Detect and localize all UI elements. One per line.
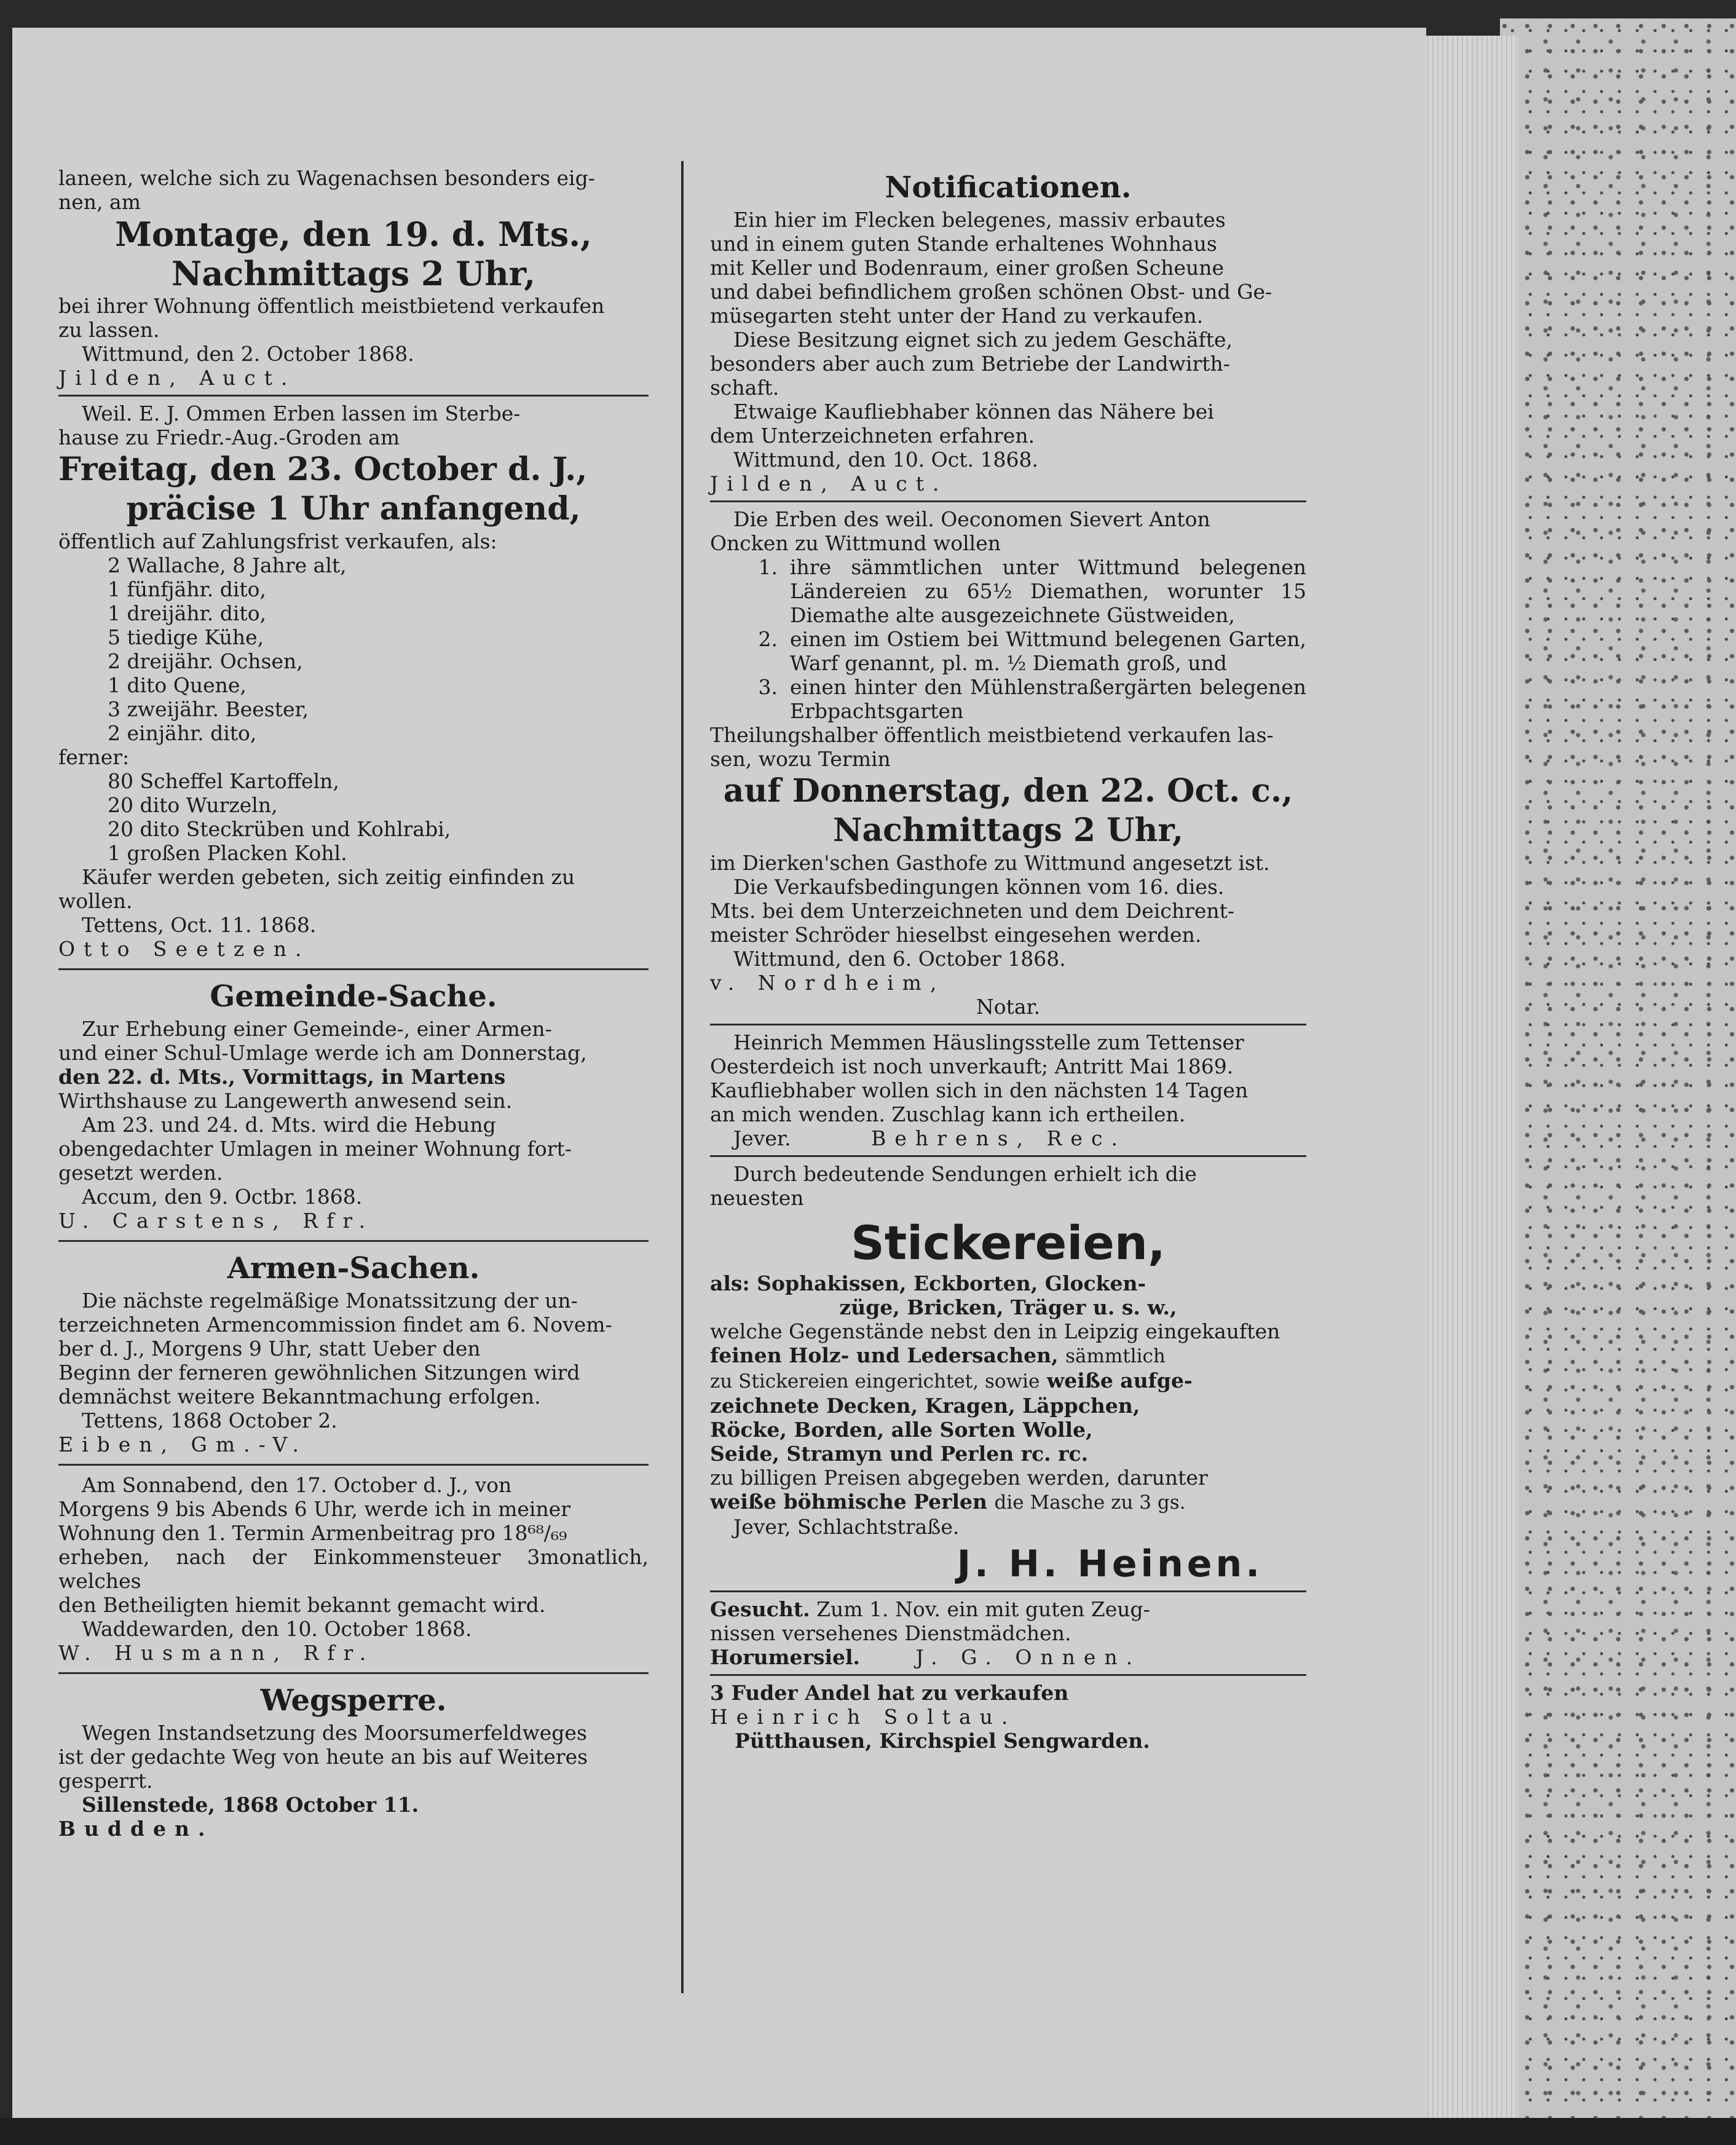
text-line: sen, wozu Termin — [710, 747, 891, 771]
produce-list — [58, 769, 649, 865]
goods-text: weiße aufge- — [1046, 1369, 1193, 1392]
section-title: Notificationen. — [885, 170, 1132, 205]
text-part: Zum 1. Nov. ein mit guten Zeug- — [816, 1597, 1150, 1621]
date-line: Wittmund, den 6. October 1868. — [733, 947, 1066, 971]
place-line: Pütthausen, Kirchspiel Sengwarden. — [735, 1729, 1150, 1753]
text-line: Wirthshause zu Langewerth anwesend sein. — [58, 1089, 513, 1113]
goods-text: feinen Holz- und Ledersachen, — [710, 1343, 1059, 1367]
text-line: öffentlich auf Zahlungsfrist verkaufen, als: — [58, 529, 497, 553]
advert-headline: Stickereien, — [851, 1215, 1166, 1270]
signature: Budden. — [58, 1817, 214, 1841]
goods-line: zeichnete Decken, Kragen, Läppchen, — [710, 1394, 1140, 1418]
text-line: Wohnung den 1. Termin Armenbeitrag pro 18⁶⁸/₆₉ — [58, 1521, 567, 1545]
list-item — [710, 555, 1306, 627]
notice-armenbeitrag — [58, 1473, 649, 1665]
goods-text: weiße böhmische Perlen — [710, 1490, 988, 1514]
text-line: an mich wenden. Zuschlag kann ich ertheilen. — [710, 1102, 1186, 1126]
goods-line: züge, Bricken, Träger u. s. w., — [839, 1295, 1177, 1319]
text-line: erheben, nach der Einkommensteuer 3monatlich, welches — [58, 1545, 649, 1593]
text-line: den Betheiligten hiemit bekannt gemacht wird. — [58, 1593, 546, 1617]
goods-note: sämmtlich — [1065, 1345, 1166, 1367]
signature: Behrens, Rec. — [871, 1126, 1126, 1150]
text-line: Durch bedeutende Sendungen erhielt ich die — [733, 1162, 1197, 1186]
text-line: Etwaige Kaufliebhaber können das Nähere bei — [733, 400, 1214, 424]
text-line: Beginn der ferneren gewöhnlichen Sitzungen wird — [58, 1361, 580, 1385]
text-line: wollen. — [58, 889, 133, 913]
time-heading: präcise 1 Uhr anfangend, — [126, 490, 581, 527]
text-line: Oncken zu Wittmund wollen — [710, 531, 1001, 555]
text-line: ber d. J., Morgens 9 Uhr, statt Ueber den — [58, 1337, 481, 1361]
item-number: 3. — [758, 675, 778, 699]
text-line: nen, am — [58, 190, 141, 214]
signature: v. Nordheim, — [710, 971, 945, 995]
list-item — [710, 627, 1306, 675]
time-heading: Nachmittags 2 Uhr, — [832, 812, 1184, 849]
text-line: ferner: — [58, 745, 130, 769]
place: Horumersiel. — [710, 1645, 861, 1669]
text-line: und in einem guten Stande erhaltenes Wohnhaus — [710, 232, 1217, 256]
list-item: 5 tiedige Kühe, — [108, 625, 264, 649]
list-item: 1 fünfjähr. dito, — [108, 577, 267, 601]
item-number: 1. — [758, 555, 778, 579]
text-line: Am 23. und 24. d. Mts. wird die Hebung — [82, 1113, 496, 1137]
text-line: Mts. bei dem Unterzeichneten und dem Deichrent- — [710, 899, 1235, 923]
text-line: Morgens 9 bis Abends 6 Uhr, werde ich in meiner — [58, 1497, 571, 1521]
signature: Eiben, Gm.-V. — [58, 1432, 307, 1456]
list-item — [710, 675, 1306, 723]
text-line: welche Gegenstände nebst den in Leipzig eingekauften — [710, 1319, 1280, 1343]
text-line: nissen versehenes Dienstmädchen. — [710, 1621, 1071, 1645]
goods-line: als: Sophakissen, Eckborten, Glocken- — [710, 1271, 1146, 1295]
livestock-list — [58, 553, 649, 745]
goods-note: die Masche zu 3 gs. — [994, 1491, 1186, 1514]
item-text: ihre sämmtlichen unter Wittmund belegenen Ländereien zu 65½ Diemathen, worunter 15 Diemathe alte ausgezeichnete Güstweiden, — [790, 555, 1306, 627]
text-line: laneen, welche sich zu Wagenachsen besonders eig- — [58, 166, 595, 190]
place: Jever. — [733, 1126, 791, 1150]
text-line: gesetzt werden. — [58, 1161, 223, 1185]
text-line: schaft. — [710, 376, 779, 400]
text-line: Weil. E. J. Ommen Erben lassen im Sterbe- — [82, 401, 521, 425]
goods-line — [710, 1490, 1306, 1515]
date-heading: auf Donnerstag, den 22. Oct. c., — [723, 772, 1293, 810]
item-text: einen im Ostiem bei Wittmund belegenen Garten, Warf genannt, pl. m. ½ Diemath groß, und — [790, 627, 1306, 675]
signature: Jilden, Auct. — [58, 366, 296, 390]
divider — [58, 968, 649, 970]
signature: Heinrich Soltau. — [710, 1705, 1017, 1729]
divider — [710, 1590, 1306, 1592]
goods-note: zu Stickereien eingerichtet, sowie — [710, 1370, 1040, 1392]
text-line: Ein hier im Flecken belegenes, massiv erbautes — [733, 208, 1226, 232]
background-bottom — [0, 2118, 1736, 2145]
date-line: Tettens, 1868 October 2. — [82, 1408, 337, 1432]
date-line: Sillenstede, 1868 October 11. — [82, 1793, 419, 1817]
text-line: Die Erben des weil. Oeconomen Sievert Anton — [733, 507, 1210, 531]
signature: W. Husmann, Rfr. — [58, 1641, 375, 1665]
notice-wegsperre — [58, 1681, 649, 1841]
goods-line: Röcke, Borden, alle Sorten Wolle, — [710, 1418, 1093, 1442]
text-line: obengedachter Umlagen in meiner Wohnung fort- — [58, 1137, 572, 1161]
list-item: 1 dito Quene, — [108, 673, 247, 697]
advert-signature: J. H. Heinen. — [957, 1543, 1263, 1586]
text-line — [710, 1645, 1306, 1669]
date-line: Wittmund, den 2. October 1868. — [82, 342, 414, 366]
text-line: den 22. d. Mts., Vormittags, in Martens — [58, 1065, 506, 1089]
section-title: Gemeinde-Sache. — [210, 979, 497, 1014]
notice-gesucht — [710, 1597, 1306, 1669]
notice-gemeinde-sache — [58, 978, 649, 1233]
section-title: Armen-Sachen. — [227, 1251, 480, 1286]
text-line — [710, 1126, 1306, 1150]
goods-line — [710, 1369, 1306, 1394]
divider — [710, 1674, 1306, 1676]
divider — [58, 1672, 649, 1674]
text-line: gesperrt. — [58, 1769, 153, 1793]
text-line: müsegarten steht unter der Hand zu verkaufen. — [710, 304, 1204, 328]
text-line: terzeichneten Armencommission findet am 6. Novem- — [58, 1313, 612, 1337]
text-line: im Dierken'schen Gasthofe zu Wittmund angesetzt ist. — [710, 851, 1270, 875]
right-column — [710, 166, 1306, 1753]
text-line: Am Sonnabend, den 17. October d. J., von — [82, 1473, 512, 1497]
signature: Jilden, Auct. — [710, 472, 948, 496]
keyword: Gesucht. — [710, 1597, 810, 1621]
notice-ommen-auction — [58, 401, 649, 961]
notice-andel — [710, 1681, 1306, 1753]
date-heading: Montage, den 19. d. Mts., — [115, 215, 592, 254]
text-line: neuesten — [710, 1186, 804, 1210]
date-line: Accum, den 9. Octbr. 1868. — [82, 1185, 363, 1209]
divider — [710, 500, 1306, 502]
signature: Otto Seetzen. — [58, 937, 310, 961]
text-line: zu lassen. — [58, 318, 160, 342]
text-line: Die Verkaufsbedingungen können vom 16. dies. — [733, 875, 1225, 899]
list-item: 80 Scheffel Kartoffeln, — [108, 769, 339, 793]
list-item: 1 dreijähr. dito, — [108, 601, 267, 625]
text-line: Kaufliebhaber wollen sich in den nächsten 14 Tagen — [710, 1078, 1249, 1102]
text-line: hause zu Friedr.-Aug.-Groden am — [58, 425, 400, 449]
text-line: Zur Erhebung einer Gemeinde-, einer Armen- — [82, 1017, 552, 1041]
advert-stickereien — [710, 1162, 1306, 1586]
notice-oncken-heirs — [710, 507, 1306, 1019]
page-edge-stack — [1414, 36, 1518, 2120]
text-line: Diese Besitzung eignet sich zu jedem Geschäfte, — [733, 328, 1233, 352]
date-line: Tettens, Oct. 11. 1868. — [82, 913, 317, 937]
list-item: 2 einjähr. dito, — [108, 721, 257, 745]
divider — [710, 1155, 1306, 1157]
text-line: demnächst weitere Bekanntmachung erfolgen. — [58, 1385, 541, 1408]
time-heading: Nachmittags 2 Uhr, — [171, 254, 536, 293]
text-line: 3 Fuder Andel hat zu verkaufen — [710, 1681, 1069, 1705]
list-item: 2 dreijähr. Ochsen, — [108, 649, 303, 673]
text-line: dem Unterzeichneten erfahren. — [710, 424, 1035, 448]
goods-line — [710, 1343, 1306, 1369]
goods-line: Seide, Stramyn und Perlen rc. rc. — [710, 1442, 1089, 1466]
text-line: Theilungshalber öffentlich meistbietend verkaufen las- — [710, 723, 1274, 747]
signature: J. G. Onnen. — [915, 1645, 1142, 1669]
text-line: Heinrich Memmen Häuslingsstelle zum Tettenser — [733, 1030, 1244, 1054]
signature-title: Notar. — [976, 995, 1041, 1019]
list-item: 3 zweijähr. Beester, — [108, 697, 309, 721]
divider — [58, 1240, 649, 1242]
list-item: 20 dito Wurzeln, — [108, 793, 278, 817]
text-line: Wegen Instandsetzung des Moorsumerfeldweges — [82, 1721, 587, 1745]
notice-notificationen — [710, 168, 1306, 496]
notice-memmen — [710, 1030, 1306, 1150]
text-line: zu billigen Preisen abgegeben werden, darunter — [710, 1466, 1208, 1490]
list-item: 2 Wallache, 8 Jahre alt, — [108, 553, 347, 577]
text-line: Käufer werden gebeten, sich zeitig einfinden zu — [82, 865, 575, 889]
text-line: Oesterdeich ist noch unverkauft; Antritt Mai 1869. — [710, 1054, 1234, 1078]
property-list — [710, 555, 1306, 723]
date-line: Waddewarden, den 10. October 1868. — [82, 1617, 472, 1641]
place-line: Jever, Schlachtstraße. — [733, 1515, 960, 1539]
notice-auction-wagon — [58, 166, 649, 390]
date-line: Wittmund, den 10. Oct. 1868. — [733, 448, 1038, 472]
divider — [58, 395, 649, 397]
date-heading: Freitag, den 23. October d. J., — [58, 451, 588, 488]
divider — [710, 1024, 1306, 1025]
text-line: besonders aber auch zum Betriebe der Landwirth- — [710, 352, 1230, 376]
signature: U. Carstens, Rfr. — [58, 1209, 374, 1233]
text-line: bei ihrer Wohnung öffentlich meistbietend verkaufen — [58, 294, 605, 318]
text-line: meister Schröder hieselbst eingesehen werden. — [710, 923, 1202, 947]
column-rule — [681, 161, 684, 1993]
divider — [58, 1464, 649, 1466]
text-line: und dabei befindlichem großen schönen Obst- und Ge- — [710, 280, 1272, 304]
list-item: 1 großen Placken Kohl. — [108, 841, 347, 865]
notice-armen-sachen — [58, 1249, 649, 1456]
item-number: 2. — [758, 627, 778, 651]
text-line: Die nächste regelmäßige Monatssitzung der un- — [82, 1289, 578, 1313]
text-line — [710, 1597, 1306, 1621]
left-column — [58, 166, 649, 1841]
text-line: ist der gedachte Weg von heute an bis auf Weiteres — [58, 1745, 588, 1769]
text-line: und einer Schul-Umlage werde ich am Donnerstag, — [58, 1041, 587, 1065]
background-board — [1500, 18, 1736, 2145]
text-line: mit Keller und Bodenraum, einer großen Scheune — [710, 256, 1225, 280]
list-item: 20 dito Steckrüben und Kohlrabi, — [108, 817, 451, 841]
item-text: einen hinter den Mühlenstraßergärten belegenen Erbpachtsgarten — [790, 675, 1306, 723]
section-title: Wegsperre. — [260, 1683, 447, 1718]
